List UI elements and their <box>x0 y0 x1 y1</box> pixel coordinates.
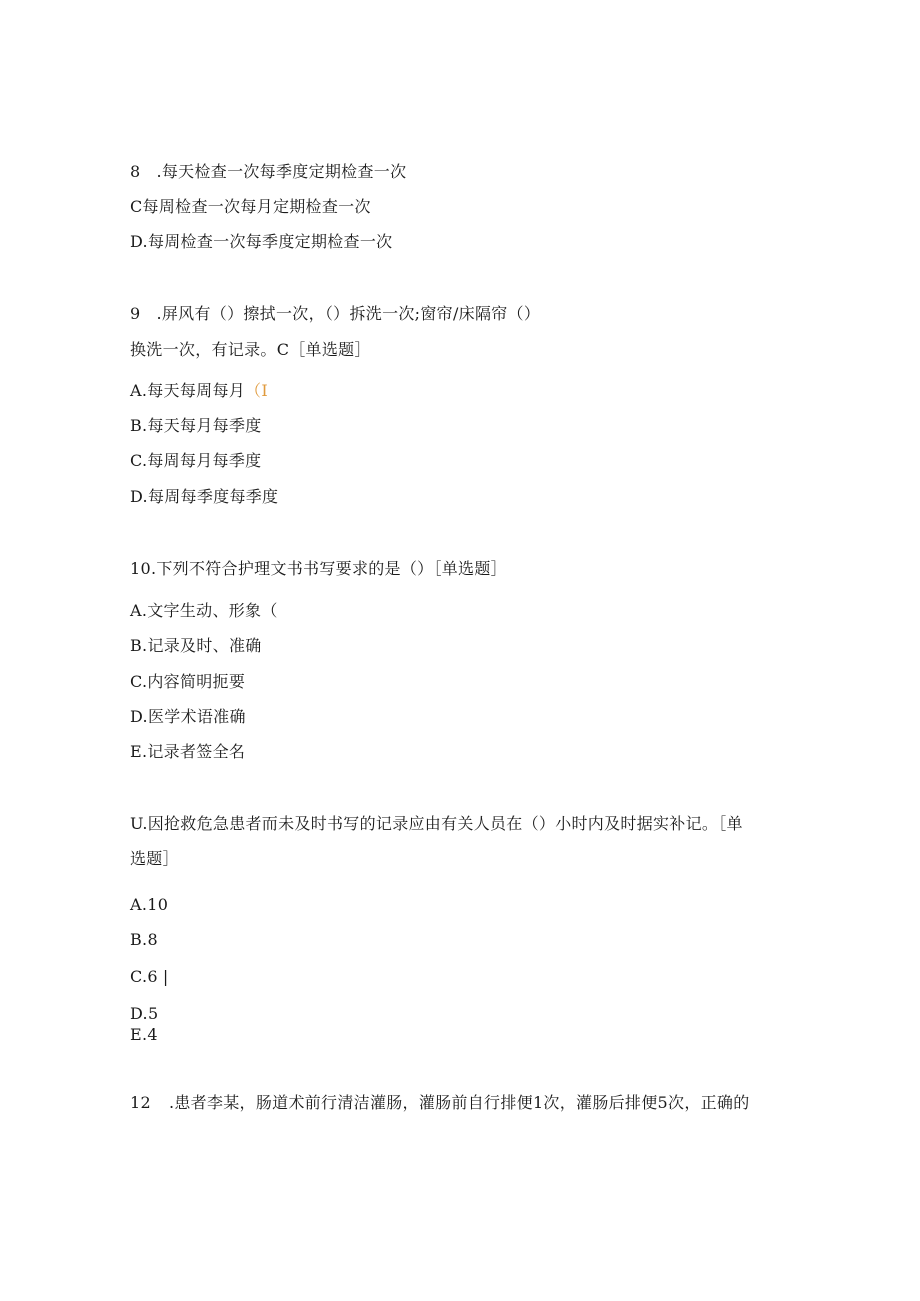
q10-option-b: B.记录及时、准确 <box>130 636 262 655</box>
q8-option-c: C每周检查一次每月定期检查一次 <box>130 197 371 216</box>
q9-text: .屏风有（）擦拭一次，（）拆洗一次;窗帘/床隔帘（） <box>156 304 541 323</box>
q9-number: 9 <box>130 304 141 323</box>
q8-stem <box>130 164 406 180</box>
q11-option-e: E.4 <box>130 1025 158 1044</box>
q11-option-c-text: C.6 <box>130 967 158 986</box>
q9-stem <box>130 306 540 322</box>
q8-option-d: D.每周检查一次每季度定期检查一次 <box>130 232 393 251</box>
q8-number: 8 <box>130 162 141 181</box>
q10-option-a: A.文字生动、形象（ <box>130 601 278 620</box>
q10-stem: 10.下列不符合护理文书书写要求的是（）［单选题］ <box>130 559 507 578</box>
q11-option-a: A.10 <box>130 895 169 914</box>
q9-option-a-text: A.每天每周每月 <box>130 381 246 400</box>
q11-option-d: D.5 <box>130 1004 159 1023</box>
q10-option-c: C.内容简明扼要 <box>130 672 246 691</box>
q10-option-e: E.记录者签全名 <box>130 742 246 761</box>
q9-option-d: D.每周每季度每季度 <box>130 487 279 506</box>
q11-option-c-mark: | <box>162 967 169 986</box>
q12-number: 12 <box>130 1093 151 1112</box>
q9-option-a-mark: （I <box>245 381 268 400</box>
q9-option-b: B.每天每月每季度 <box>130 416 262 435</box>
q11-stem: U.因抢救危急患者而未及时书写的记录应由有关人员在（）小时内及时据实补记。［单 <box>130 814 743 833</box>
q11-option-c <box>130 969 169 985</box>
q11-option-b: B.8 <box>130 930 158 949</box>
q9-stem-continued: 换洗一次，有记录。C［单选题］ <box>130 340 371 359</box>
q12-stem <box>130 1095 750 1111</box>
q12-text: .患者李某，肠道术前行清洁灌肠，灌肠前自行排便1次，灌肠后排便5次，正确的 <box>168 1093 750 1112</box>
q8-text: .每天检查一次每季度定期检查一次 <box>156 162 407 181</box>
q10-option-d: D.医学术语准确 <box>130 707 246 726</box>
q11-stem-continued: 选题］ <box>130 849 179 868</box>
q9-option-c: C.每周每月每季度 <box>130 451 262 470</box>
q9-option-a <box>130 383 268 399</box>
